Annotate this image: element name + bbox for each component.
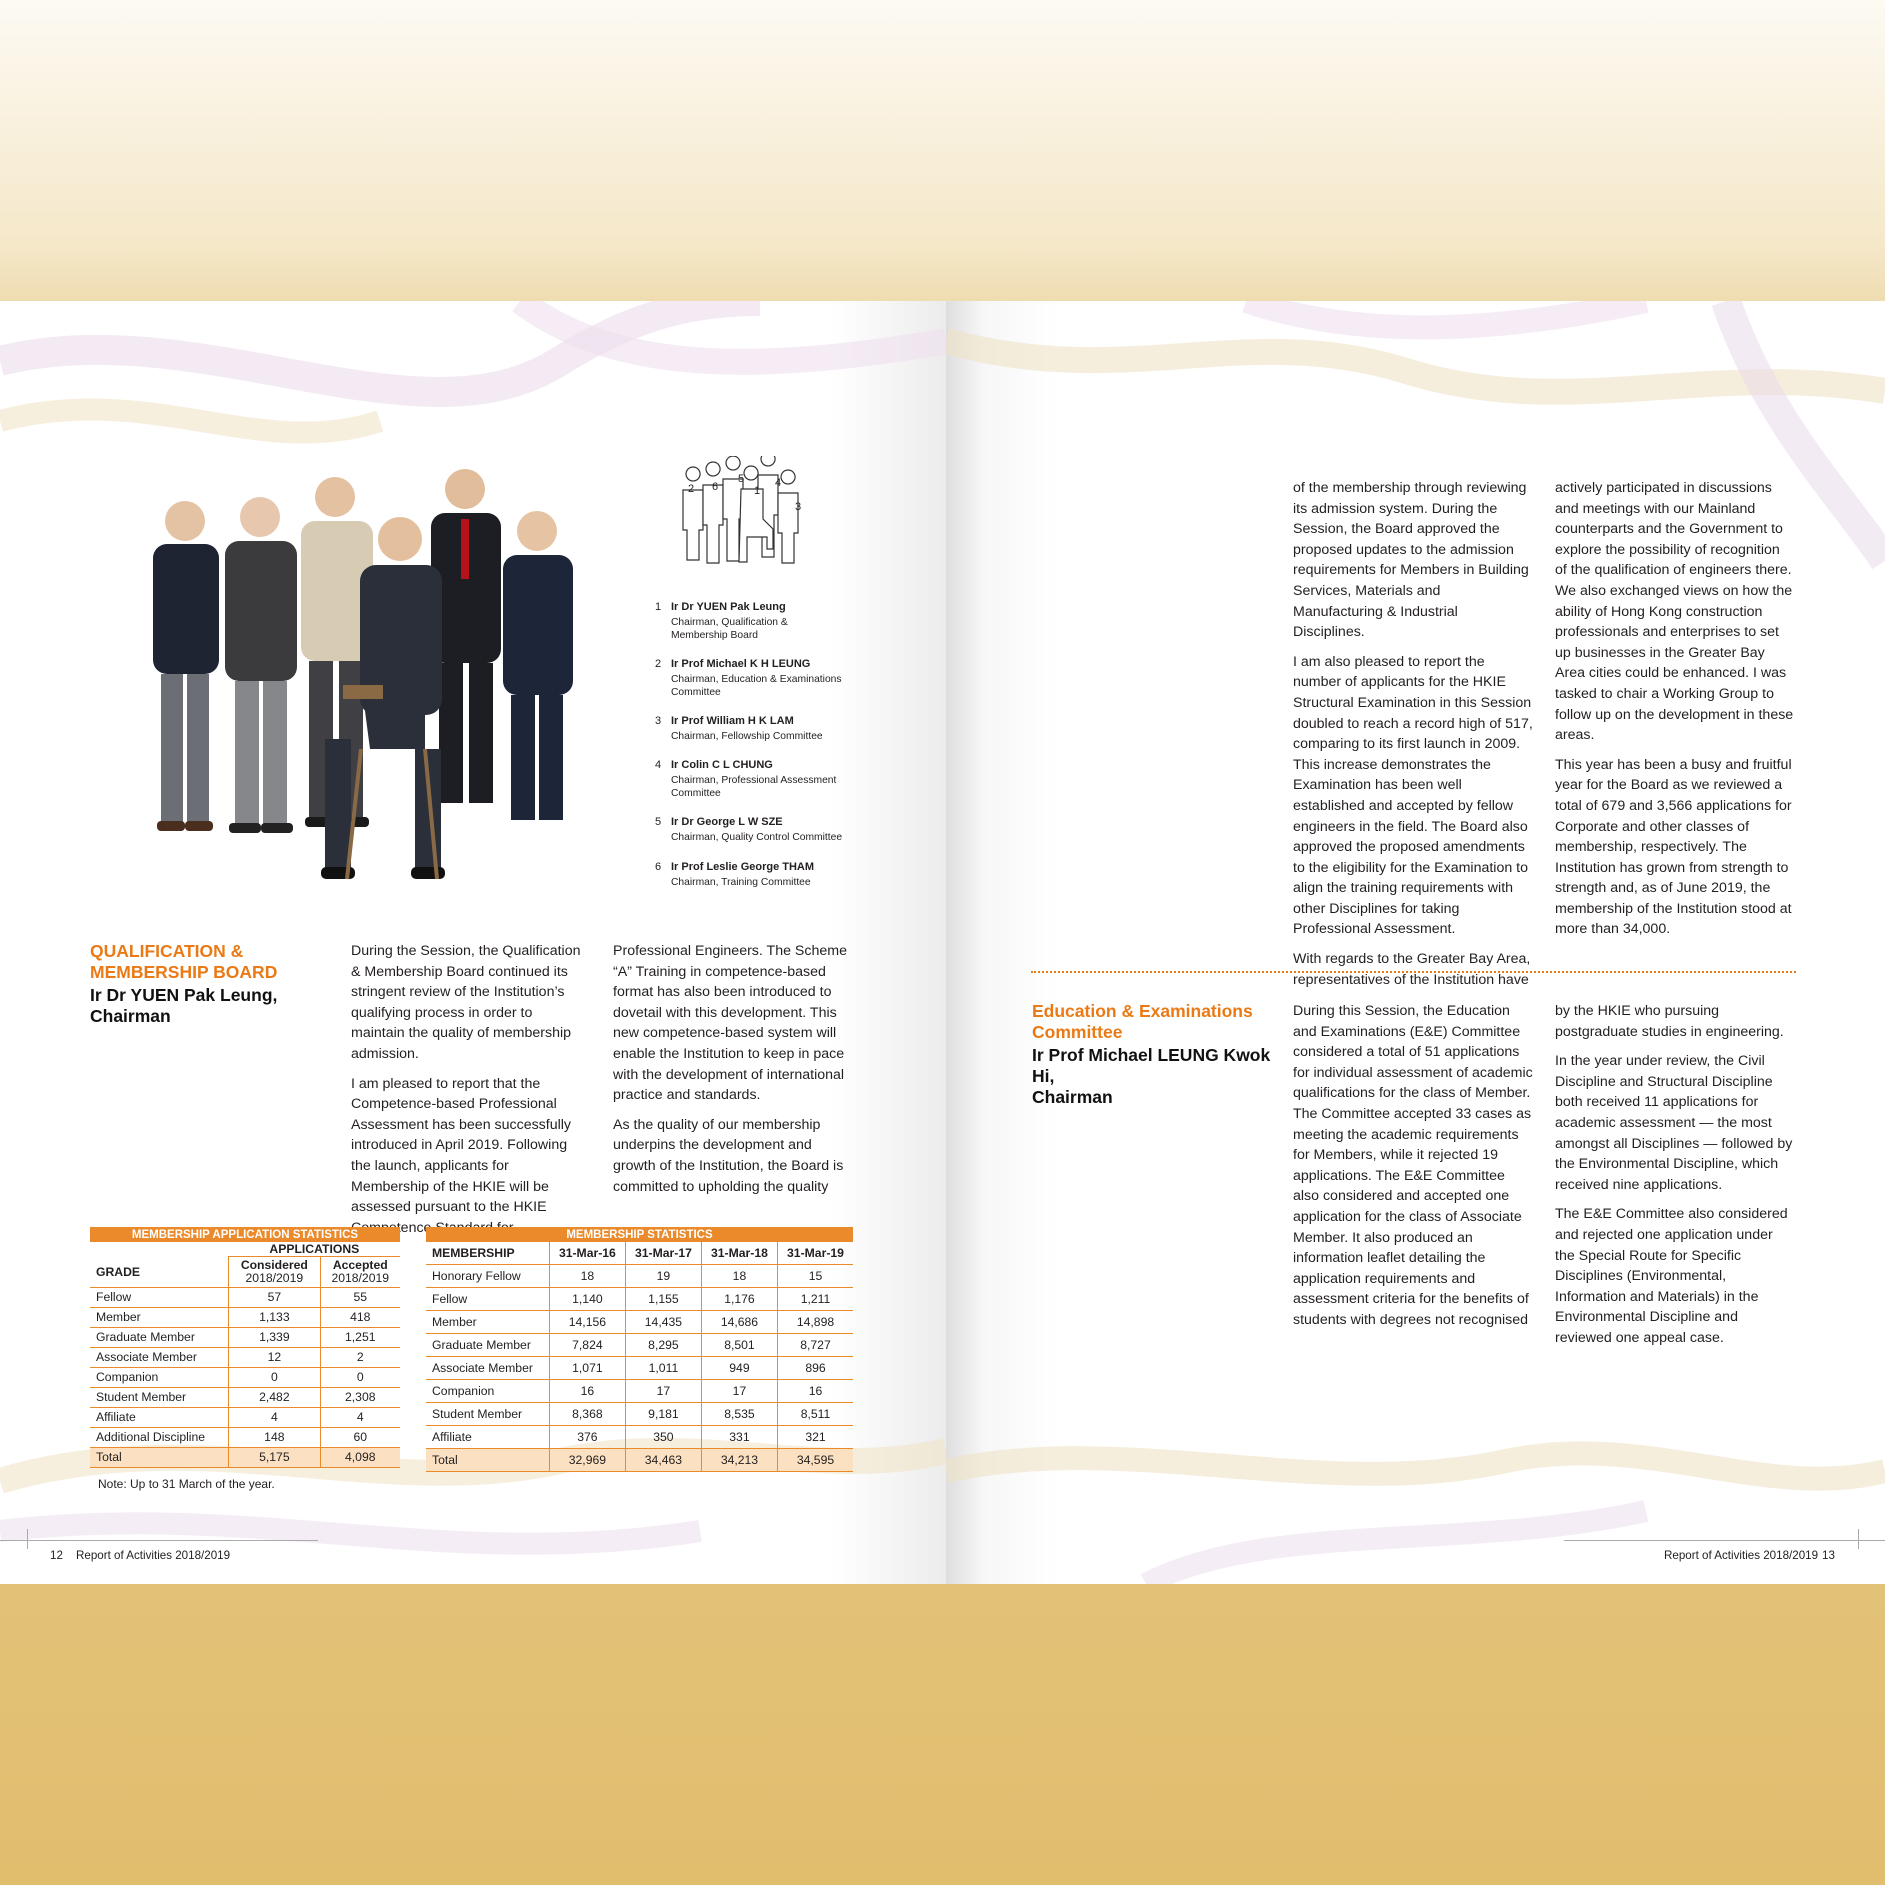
table-row (426, 1357, 853, 1380)
membership-statistics-table (426, 1227, 853, 1472)
right-page (946, 301, 1885, 1584)
cell: 1,071 (549, 1357, 625, 1380)
table-row (426, 1380, 853, 1403)
column-header-sub: 2018/2019 (331, 1270, 390, 1285)
table-caption: MEMBERSHIP STATISTICS (426, 1227, 853, 1242)
table-row (90, 1287, 400, 1307)
column-header: MEMBERSHIP (426, 1242, 549, 1265)
paragraph: This year has been a busy and fruitful year for the Board as we reviewed a total of 679 and 3,566 applications for Corporate and other classes of membership, respectively. The Institution has grown from strength to strength and, as of June 2019, the membership of the Institution stood at more than 34,000. (1555, 756, 1792, 938)
cell: 1,251 (320, 1327, 400, 1347)
table-row (90, 1347, 400, 1367)
paragraph: In the year under review, the Civil Discipline and Structural Discipline both received 11 applications for academic assessment — the most amongst all Disciplines — followed by the Environmental Discipline, which received nine applications. (1555, 1053, 1793, 1193)
table-total-row (426, 1449, 853, 1472)
legend-number: 4 (655, 759, 662, 771)
cell: 16 (549, 1380, 625, 1403)
legend-name: Ir Prof Leslie George THAM (671, 861, 815, 873)
cell: 57 (229, 1287, 320, 1307)
column-header-label: Accepted (332, 1257, 388, 1272)
table-row (90, 1307, 400, 1327)
ee-section-heading (1032, 1001, 1282, 1108)
cell: 34,595 (777, 1449, 853, 1472)
legend-role: Chairman, Quality Control Committee (671, 832, 843, 843)
table-total-row (90, 1447, 400, 1467)
folio-rule (1564, 1540, 1885, 1541)
folio-rule (0, 1540, 318, 1541)
cell: 1,211 (777, 1288, 853, 1311)
folio-title: Report of Activities 2018/2019 (1664, 1549, 1819, 1562)
cell: Associate Member (90, 1347, 229, 1367)
cell: Affiliate (90, 1407, 229, 1427)
column-header: 31-Mar-16 (549, 1242, 625, 1265)
silhouette-number: 1 (754, 485, 761, 497)
cell: 4,098 (320, 1447, 400, 1467)
legend-name: Ir Colin C L CHUNG (671, 759, 773, 771)
silhouette-number: 6 (712, 481, 719, 493)
cell: 2,482 (229, 1387, 320, 1407)
cell: 18 (701, 1265, 777, 1288)
legend-number: 5 (655, 816, 662, 828)
left-page (0, 301, 946, 1584)
cell: 5,175 (229, 1447, 320, 1467)
column-header: 31-Mar-18 (701, 1242, 777, 1265)
cell: Honorary Fellow (426, 1265, 549, 1288)
legend-number: 2 (655, 658, 662, 670)
cell: 9,181 (625, 1403, 701, 1426)
paragraph: of the membership through reviewing its admission system. During the Session, the Board approved the proposed updates to the admission requirements for Members in Building Services, Materials and Manufacturing & Industrial Disciplines. (1293, 480, 1529, 641)
cell: 14,686 (701, 1311, 777, 1334)
cell: 14,898 (777, 1311, 853, 1334)
cell: 949 (701, 1357, 777, 1380)
silhouette-number: 5 (738, 473, 745, 485)
cell: 8,368 (549, 1403, 625, 1426)
cell: 0 (229, 1367, 320, 1387)
legend-role: Chairman, Training Committee (671, 877, 811, 888)
cell: 8,295 (625, 1334, 701, 1357)
cell: 896 (777, 1357, 853, 1380)
cell: 1,339 (229, 1327, 320, 1347)
membership-application-statistics-table (90, 1227, 400, 1468)
cell: 1,133 (229, 1307, 320, 1327)
legend-number: 3 (655, 715, 662, 727)
cell: 1,011 (625, 1357, 701, 1380)
paragraph: The E&E Committee also considered and rejected one application under the Special Route for Specific Disciplines (Environmental, Information and Materials) in the Environmental Discipline and reviewed one appeal case. (1555, 1206, 1788, 1346)
committee-group-photo (125, 449, 605, 899)
table-row (90, 1407, 400, 1427)
cell: Fellow (90, 1287, 229, 1307)
table-group-header: APPLICATIONS (229, 1242, 400, 1257)
cell: 1,176 (701, 1288, 777, 1311)
cell: Student Member (426, 1403, 549, 1426)
table-row (426, 1311, 853, 1334)
cell: Total (426, 1449, 549, 1472)
legend-role: Chairman, Professional Assessment Committee (671, 775, 837, 799)
cell: 60 (320, 1427, 400, 1447)
cell: 331 (701, 1426, 777, 1449)
paragraph: I am also pleased to report the number of applicants for the HKIE Structural Examination in this Session doubled to reach a record high of 517, comparing to its first launch in 2009. This increase demonstrates the Examination has been well established and accepted by fellow engineers in the field. The Board also approved the proposed amendments to the eligibility for the Examination to align the training requirements with other Disciplines for taking Professional Assessment. (1293, 653, 1533, 938)
table-row (426, 1288, 853, 1311)
cell: 17 (625, 1380, 701, 1403)
silhouette-number: 2 (688, 483, 695, 495)
cell: 8,535 (701, 1403, 777, 1426)
photo-legend (655, 601, 895, 901)
cell: 7,824 (549, 1334, 625, 1357)
folio-rule-tick (27, 1529, 28, 1549)
qmb-body-column-2 (613, 941, 850, 1206)
silhouette-number: 3 (795, 501, 802, 513)
report-spread (0, 301, 1885, 1584)
section-title-line: MEMBERSHIP BOARD (90, 962, 278, 982)
legend-name: Ir Prof Michael K H LEUNG (671, 658, 811, 670)
cell: Companion (90, 1367, 229, 1387)
legend-role: Chairman, Education & Examinations Committee (671, 674, 842, 698)
cell: 376 (549, 1426, 625, 1449)
cell: 148 (229, 1427, 320, 1447)
paragraph: During the Session, the Qualification & Membership Board continued its stringent review of the Institution’s qualifying process in order to maintain the quality of membership admission. (351, 943, 581, 1062)
cell: 8,511 (777, 1403, 853, 1426)
table-row (90, 1427, 400, 1447)
cell: 321 (777, 1426, 853, 1449)
table-row (90, 1327, 400, 1347)
legend-name: Ir Prof William H K LAM (671, 715, 794, 727)
cell: Companion (426, 1380, 549, 1403)
cell: 1,140 (549, 1288, 625, 1311)
chairman-name: Ir Prof Michael LEUNG Kwok Hi, (1032, 1045, 1271, 1086)
legend-role: Chairman, Fellowship Committee (671, 731, 823, 742)
paragraph: by the HKIE who pursuing postgraduate studies in engineering. (1555, 1003, 1784, 1040)
column-header-sub: 2018/2019 (245, 1270, 304, 1285)
paragraph: I am pleased to report that the Competence-based Professional Assessment has been successfully introduced in April 2019. Following the launch, applicants for Membership of the HKIE will be assessed pursuant to the HKIE (351, 1075, 572, 1216)
cell: 350 (625, 1426, 701, 1449)
table-row (426, 1426, 853, 1449)
cell: Fellow (426, 1288, 549, 1311)
cell: 2,308 (320, 1387, 400, 1407)
cell: Member (426, 1311, 549, 1334)
table-note: Note: Up to 31 March of the year. (98, 1477, 275, 1491)
column-header: GRADE (90, 1257, 229, 1288)
cell: 8,727 (777, 1334, 853, 1357)
folio-title: Report of Activities 2018/2019 (76, 1549, 231, 1562)
cell: Graduate Member (426, 1334, 549, 1357)
cell: Student Member (90, 1387, 229, 1407)
cell: 55 (320, 1287, 400, 1307)
cell: Affiliate (426, 1426, 549, 1449)
cell: 19 (625, 1265, 701, 1288)
cell: Member (90, 1307, 229, 1327)
cell: 17 (701, 1380, 777, 1403)
cell: 8,501 (701, 1334, 777, 1357)
qmb-body-column-1 (351, 941, 588, 1247)
paragraph: During this Session, the Education and Examinations (E&E) Committee considered a total of 51 applications for individual assessment of academic qualifications for the class of Member. The Committee accepted 33 cases as meeting the academic requirements for Members, while it rejected 19 applications. The E&E Committee also considered and accepted one application for the class of Associate Member. It also produced an information leaflet detailing the application requirements and assessment criteria for the benefits of students with degrees not recognised (1293, 1003, 1533, 1328)
column-header-label: Considered (240, 1257, 308, 1272)
section-title-line: Education & Examinations (1032, 1001, 1253, 1021)
cell: 12 (229, 1347, 320, 1367)
cell: 14,435 (625, 1311, 701, 1334)
cell: 34,463 (625, 1449, 701, 1472)
ee-body-column-1 (1293, 1001, 1533, 1340)
section-title-line: Committee (1032, 1022, 1123, 1042)
qmb-body-column-3 (1293, 478, 1533, 999)
legend-role: Chairman, Qualification & Membership Board (671, 617, 788, 641)
legend-number: 1 (655, 601, 662, 613)
cell: 418 (320, 1307, 400, 1327)
legend-name: Ir Dr YUEN Pak Leung (671, 601, 786, 613)
page-number: 12 (50, 1549, 63, 1562)
qmb-body-column-4 (1555, 478, 1795, 949)
paragraph: With regards to the Greater Bay Area, representatives of the Institution have (1293, 951, 1531, 988)
chairman-title: Chairman (1032, 1087, 1113, 1107)
column-header (229, 1257, 320, 1288)
cell: 18 (549, 1265, 625, 1288)
paragraph: As the quality of our membership underpins the development and growth of the Institution, the Board is committed to upholding the quality (613, 1116, 844, 1195)
section-divider (1031, 971, 1796, 973)
column-header: 31-Mar-17 (625, 1242, 701, 1265)
cell: 16 (777, 1380, 853, 1403)
paragraph: Professional Engineers. The Scheme “A” Training in competence-based format has also been introduced to dovetail with this development. This new competence-based system will enable the Institution to keep in pace with the development of international practice and standards. (613, 943, 847, 1104)
table-row (90, 1367, 400, 1387)
legend-name: Ir Dr George L W SZE (671, 816, 783, 828)
cell: 4 (320, 1407, 400, 1427)
cell: Graduate Member (90, 1327, 229, 1347)
column-header: 31-Mar-19 (777, 1242, 853, 1265)
table-row (426, 1334, 853, 1357)
table-row (90, 1387, 400, 1407)
chairman-name: Ir Dr YUEN Pak Leung, (90, 985, 278, 1005)
table-row (426, 1403, 853, 1426)
table-row (426, 1265, 853, 1288)
ee-body-column-2 (1555, 1001, 1795, 1358)
table-caption: MEMBERSHIP APPLICATION STATISTICS (90, 1227, 400, 1242)
folio-rule-tick (1858, 1529, 1859, 1549)
page-number: 13 (1822, 1549, 1835, 1562)
cell: Associate Member (426, 1357, 549, 1380)
paragraph: actively participated in discussions and meetings with our Mainland counterparts and the Government to explore the possibility of recognition of the qualification of engineers there. We also exchanged views on how the ability of Hong Kong construction professionals and enterprises to set up businesses in the Greater Bay Area cities could be enhanced. I was tasked to chair a Working Group to follow up on the development in these areas. (1555, 480, 1794, 744)
column-header (320, 1257, 400, 1288)
cell: 0 (320, 1367, 400, 1387)
cell: 4 (229, 1407, 320, 1427)
cell: 14,156 (549, 1311, 625, 1334)
chairman-title: Chairman (90, 1006, 171, 1026)
qmb-section-heading (90, 941, 300, 1027)
legend-number: 6 (655, 861, 662, 873)
cell: Total (90, 1447, 229, 1467)
cell: 15 (777, 1265, 853, 1288)
cell: 2 (320, 1347, 400, 1367)
cell: 1,155 (625, 1288, 701, 1311)
section-title-line: QUALIFICATION & (90, 941, 244, 961)
cell: 34,213 (701, 1449, 777, 1472)
cell: Additional Discipline (90, 1427, 229, 1447)
silhouette-number: 4 (775, 477, 782, 489)
cell: 32,969 (549, 1449, 625, 1472)
